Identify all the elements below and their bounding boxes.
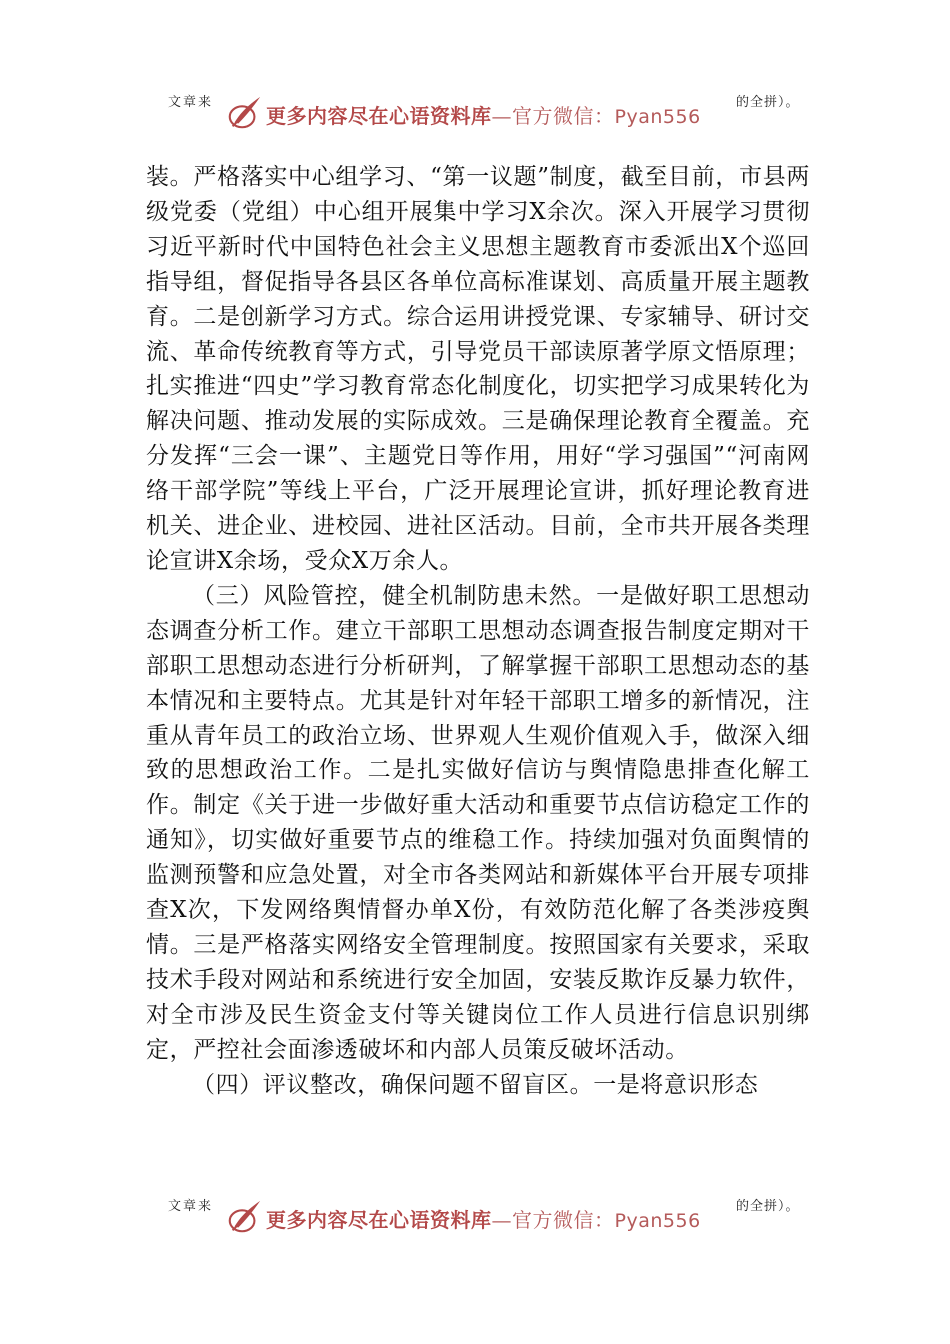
banner-separator: — — [491, 1208, 512, 1232]
banner-separator: — — [491, 104, 512, 128]
banner-wechat-label: 官方微信： — [512, 104, 615, 128]
banner-wechat-label: 官方微信： — [512, 1208, 615, 1232]
header-left-text: 文章来 — [168, 95, 214, 110]
quill-logo-icon — [225, 94, 263, 132]
document-body — [146, 160, 810, 1102]
footer-left-text: 文章来 — [168, 1199, 214, 1214]
page-footer — [0, 1192, 950, 1242]
watermark-banner — [266, 100, 701, 129]
header-right-text: 的全拼）。 — [736, 95, 800, 110]
paragraph-section-four: （四）评议整改，确保问题不留盲区。一是将意识形态 — [192, 1071, 759, 1098]
banner-wechat-id: Pyan556 — [614, 106, 701, 128]
paragraph-continuation: 装。严格落实中心组学习、“第一议题”制度，截至目前，市县两级党委（党组）中心组开展集中学习X余次。深入开展学习贯彻习近平新时代中国特色社会主义思想主题教育市委派出X个巡回指导组，督促指导各县区各单位高标准谋划、高质量开展主题教育。二是创新学习方式。综合运用讲授党课、专家辅导、研讨交流、革命传统教育等方式，引导党员干部读原著学原文悟原理；扎实推进“四史”学习教育常态化制度化，切实把学习成果转化为解决问题、推动发展的实际成效。三是确保理论教育全覆盖。充分发挥“三会一课”、主题党日等作用，用好“学习强国”“河南网络干部学院”等线上平台，广泛开展理论宣讲，抓好理论教育进机关、进企业、进校园、进社区活动。目前，全市共开展各类理论宣讲X余场，受众X万余人。 — [146, 164, 810, 574]
watermark-banner — [266, 1204, 701, 1233]
banner-wechat-id: Pyan556 — [614, 1210, 701, 1232]
paragraph-section-three: （三）风险管控，健全机制防患未然。一是做好职工思想动态调查分析工作。建立干部职工思想动态调查报告制度定期对干部职工思想动态进行分析研判，了解掌握干部职工思想动态的基本情况和主要特点。尤其是针对年轻干部职工增多的新情况，注重从青年员工的政治立场、世界观人生观价值观入手，做深入细致的思想政治工作。二是扎实做好信访与舆情隐患排查化解工作。制定《关于进一步做好重大活动和重要节点信访稳定工作的通知》，切实做好重要节点的维稳工作。持续加强对负面舆情的监测预警和应急处置，对全市各类网站和新媒体平台开展专项排查X次，下发网络舆情督办单X份，有效防范化解了各类涉疫舆情。三是严格落实网络安全管理制度。按照国家有关要求，采取技术手段对网站和系统进行安全加固，安装反欺诈反暴力软件，对全市涉及民生资金支付等关键岗位工作人员进行信息识别绑定，严控社会面渗透破坏和内部人员策反破坏活动。 — [146, 582, 810, 1063]
quill-logo-icon — [225, 1198, 263, 1236]
banner-main-text: 更多内容尽在心语资料库 — [266, 104, 492, 128]
footer-right-text: 的全拼）。 — [736, 1199, 800, 1214]
banner-main-text: 更多内容尽在心语资料库 — [266, 1208, 492, 1232]
page-header — [0, 88, 950, 138]
